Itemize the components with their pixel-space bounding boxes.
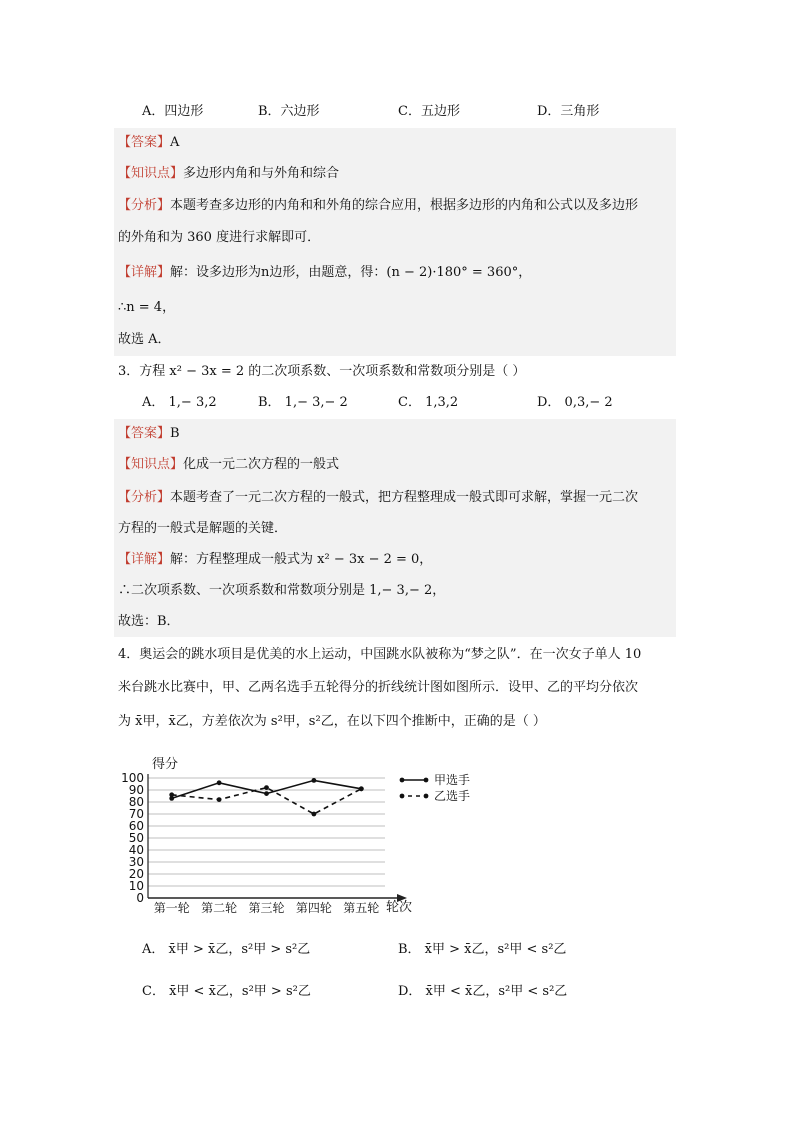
y-tick-label: 70 [128,807,144,821]
q4-stem-2: 米台跳水比赛中，甲、乙两名选手五轮得分的折线统计图如图所示．设甲、乙的平均分依次 [118,680,639,695]
chart-legend [400,772,470,803]
legend-label: 甲选手 [434,773,470,787]
y-tick-label: 30 [128,855,144,869]
q2-analysis-cont: 的外角和为 360 度进行求解即可． [118,230,321,245]
q3-analysis: 【分析】本题考查了一元二次方程的一般式，把方程整理成一般式即可求解，掌握一元二次 [118,490,639,505]
q4-option-d: D． x̄甲 < x̄乙，s²甲 < s²乙 [398,984,568,999]
series-point [359,786,364,791]
legend-marker [400,794,405,799]
q2-knowledge-point: 【知识点】多边形内角和与外角和综合 [118,166,340,181]
y-tick-label: 100 [121,771,144,785]
y-tick-label: 50 [128,831,144,845]
score-line-chart [110,750,470,920]
q4-option-b: B． x̄甲 > x̄乙，s²甲 < s²乙 [398,942,567,957]
q3-conclusion: 故选：B． [118,614,180,629]
q2-option-a: A．四边形 [142,104,204,119]
chart-series [169,778,363,816]
q3-option-c: C． 1,3,2 [398,395,459,410]
y-tick-label: 90 [128,783,144,797]
x-tick-label: 第二轮 [201,901,238,915]
x-tick-label: 第三轮 [248,901,285,915]
legend-marker [424,794,429,799]
y-tick-label: 60 [128,819,144,833]
q3-detail: 【详解】解：方程整理成一般式为 x² − 3x − 2 = 0， [118,552,433,567]
y-tick-label: 10 [128,879,144,893]
q4-stem-1: 4．奥运会的跳水项目是优美的水上运动，中国跳水队被称为“梦之队”．在一次女子单人 10 [118,647,642,662]
y-axis-label: 得分 [152,757,179,772]
q3-knowledge-point: 【知识点】化成一元二次方程的一般式 [118,457,340,472]
y-tick-label: 40 [128,843,144,857]
q2-option-d: D．三角形 [537,104,600,119]
q3-option-a: A． 1,− 3,2 [142,395,217,410]
q2-detail-step: ∴n = 4， [118,300,176,315]
q4-option-c: C． x̄甲 < x̄乙，s²甲 > s²乙 [142,984,311,999]
q3-option-b: B． 1,− 3,− 2 [258,395,348,410]
series-point [169,792,174,797]
y-axis-ticks [121,771,144,905]
q3-option-d: D． 0,3,− 2 [537,395,613,410]
y-tick-label: 20 [128,867,144,881]
series-point [264,791,269,796]
q2-conclusion: 故选 A． [118,332,171,347]
y-tick-label: 0 [136,891,144,905]
y-tick-label: 80 [128,795,144,809]
x-axis-ticks [154,900,380,915]
q2-analysis: 【分析】本题考查多边形的内角和和外角的综合应用，根据多边形的内角和公式以及多边形 [118,198,639,213]
x-tick-label: 第五轮 [343,901,380,915]
q2-detail: 【详解】解：设多边形为n边形，由题意，得：(n − 2)·180° = 360°， [118,265,532,280]
x-tick-label: 第四轮 [295,901,332,915]
legend-marker [424,778,429,783]
q4-option-a: A． x̄甲 > x̄乙，s²甲 > s²乙 [142,942,311,957]
q3-answer: 【答案】B [118,426,180,441]
q3-detail-step: ∴二次项系数、一次项系数和常数项分别是 1,− 3,− 2， [118,583,446,598]
q2-option-c: C．五边形 [398,104,460,119]
q2-answer: 【答案】A [118,135,180,150]
series-point [264,785,269,790]
q3-analysis-cont: 方程的一般式是解题的关键． [118,521,288,536]
series-point [217,797,222,802]
q2-option-b: B．六边形 [258,104,320,119]
series-point [312,778,317,783]
series-point [217,780,222,785]
q3-stem: 3．方程 x² − 3x = 2 的二次项系数、一次项系数和常数项分别是（ ） [118,364,526,379]
x-tick-label: 第一轮 [153,901,190,915]
x-axis-label: 轮次 [386,900,413,915]
q4-stem-3: 为 x̄甲，x̄乙，方差依次为 s²甲，s²乙，在以下四个推断中，正确的是（ ） [118,714,546,729]
legend-label: 乙选手 [434,789,470,803]
series-point [312,812,317,817]
legend-marker [400,778,405,783]
